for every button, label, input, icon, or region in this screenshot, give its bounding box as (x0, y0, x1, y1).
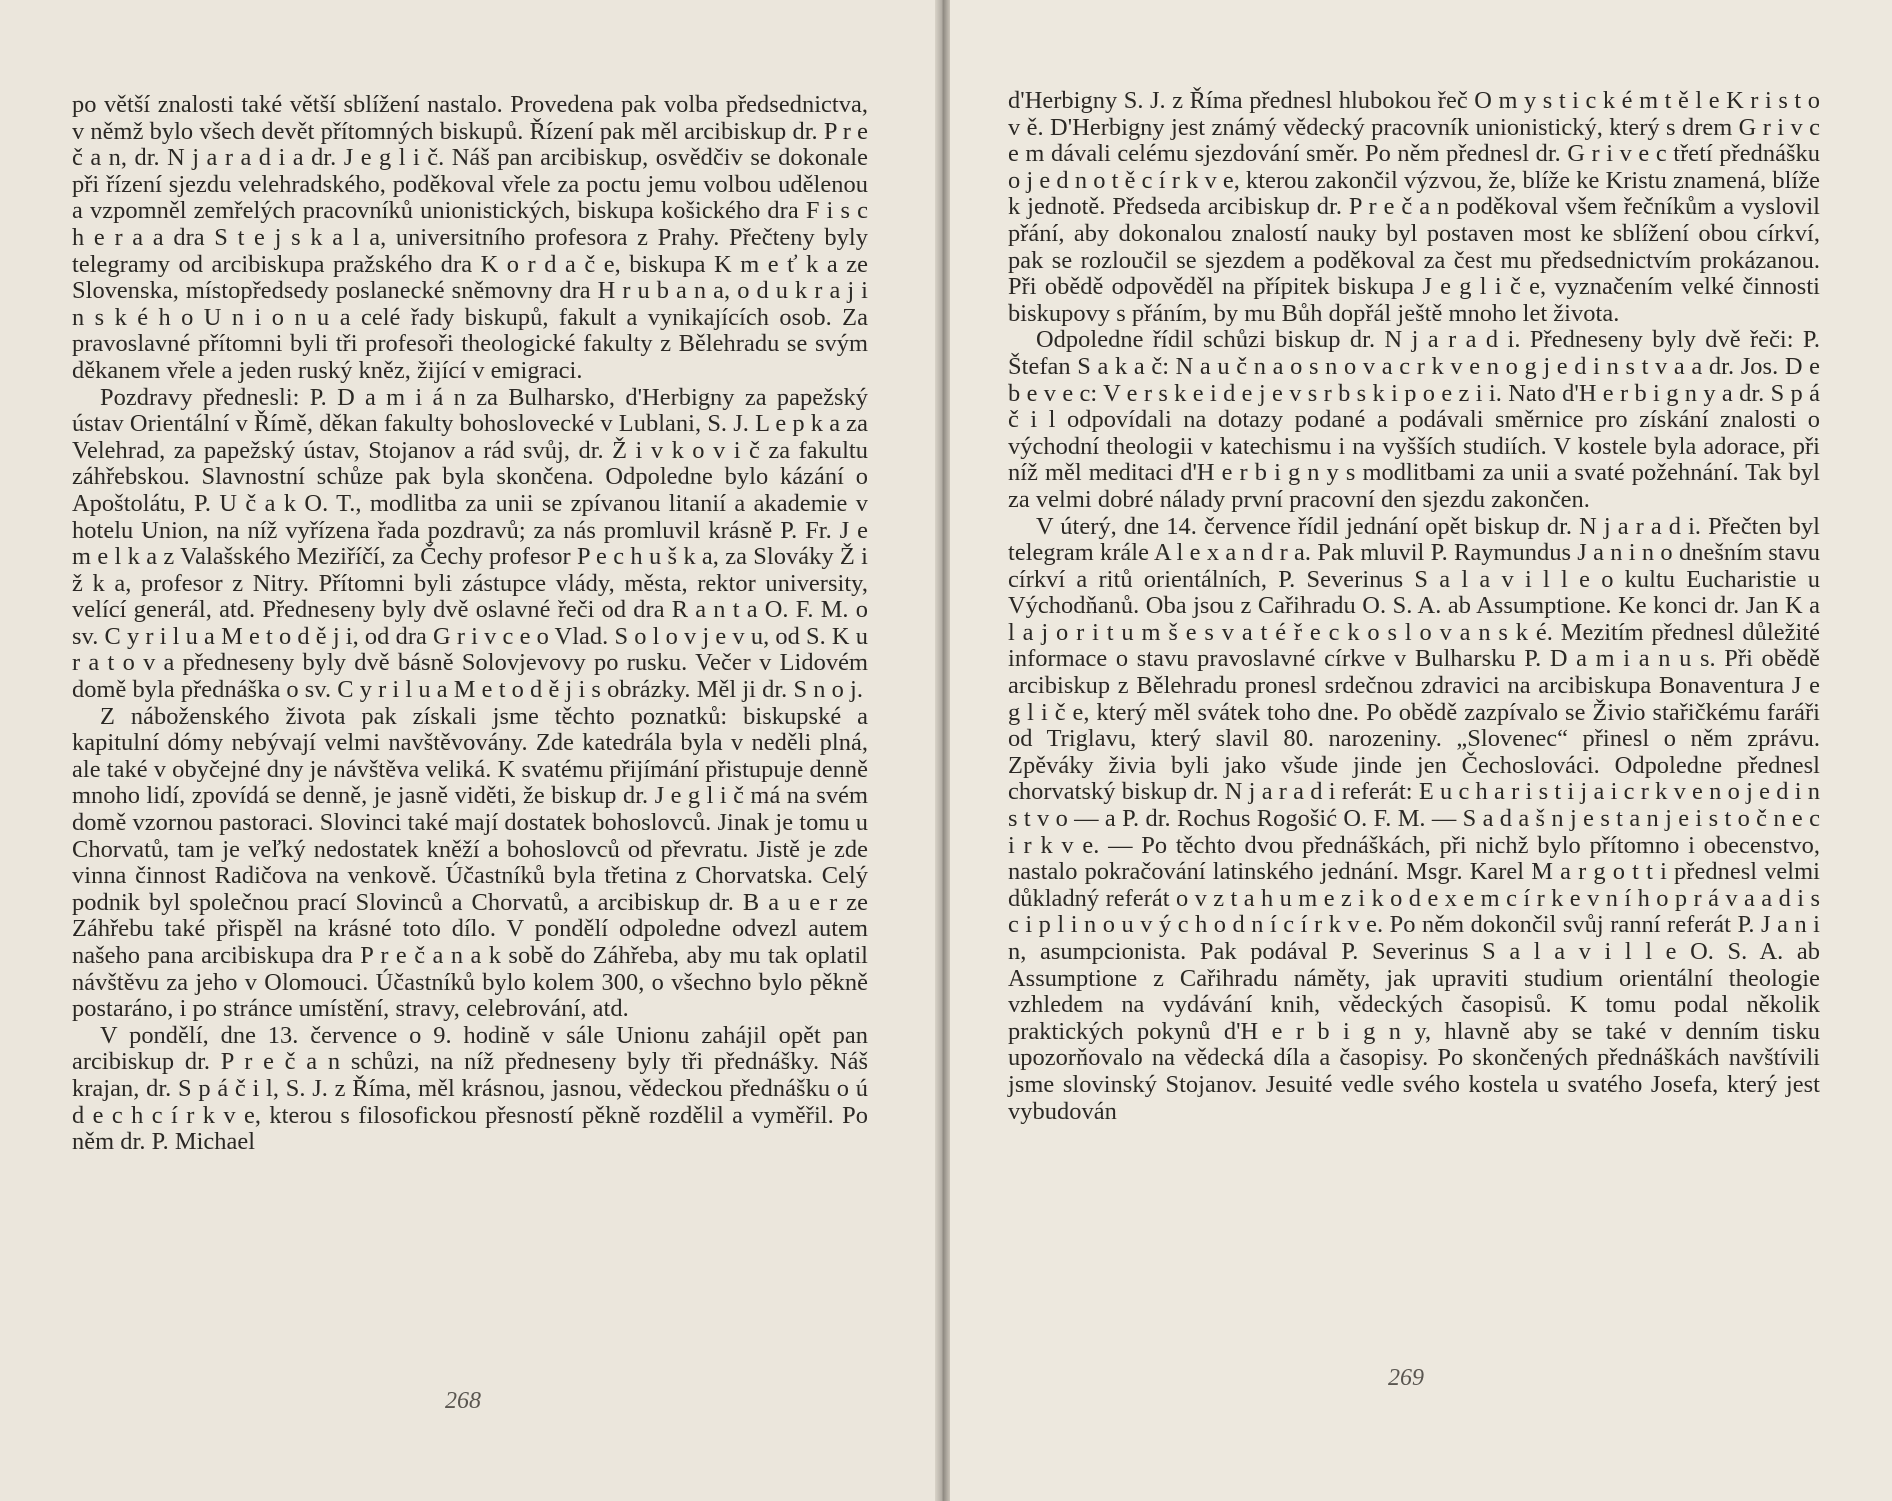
paragraph: V úterý, dne 14. července řídil jednání opět biskup dr. N j a r a d i. Přečten byl telegram krále A l e x a n d r a. Pak mluvil P. Raymundus J a n i n o dnešním stavu církví a ritů orientálních, P. Severinus S a l a v i l l e o kultu Eucharistie u Východňanů. Oba jsou z Cařihradu O. S. A. ab Assumptione. Ke konci dr. Jan K a l a j o r i t u m š e s v a t é ř e c k o s l o v a n s k é. Mezitím přednesl důležité informace o stavu pravoslavné církve v Bulharsku P. D a m i a n u s. Při obědě arcibiskup z Bělehradu pronesl srdečnou zdravici na arcibiskupa Bonaventura J e g l i č e, který měl svátek toho dne. Po obědě zazpívalo se Živio stařičkému faráři od Triglavu, který slavil 80. narozeniny. „Slovenec“ přinesl o něm zprávu. Zpěváky živia byli jako všude jinde jen Čechoslováci. Odpoledne přednesl chorvatský biskup dr. N j a r a d i referát: E u c h a r i s t i j a i c r k v e n o j e d i n s t v o — a P. dr. Rochus Rogošić O. F. M. — S a d a š n j e s t a n j e i s t o č n e c i r k v e. — Po těchto dvou přednáškách, při nichž bylo přítomno i obecenstvo, nastalo pokračování latinského jednání. Msgr. Karel M a r g o t t i přednesl velmi důkladný referát o v z t a h u m e z i k o d e x e m c í r k e v n í h o p r á v a a d i s c i p l i n o u v ý c h o d n í c í r k v e. Po něm dokončil svůj ranní referát P. J a n i n, asumpcionista. Pak podával P. Severinus S a l a v i l l e O. S. A. ab Assumptione z Cařihradu náměty, jak upraviti studium orientální theologie vzhledem na vydávání knih, vědeckých časopisů. K tomu podal několik praktických pokynů d'H e r b i g n y, hlavně aby se také v denním tisku upozorňovalo na vědecká díla a časopisy. Po skončených přednáškách navštívili jsme slovinský Stojanov. Jesuité vedle svého kostela u svatého Josefa, který jest vybudován (1008, 512, 1820, 1125)
page-number: 268 (445, 1388, 481, 1414)
right-page (950, 0, 1892, 1501)
right-page-text (1008, 88, 1820, 1125)
page-number: 269 (1388, 1365, 1424, 1391)
book-gutter (935, 0, 950, 1501)
paragraph: Pozdravy přednesli: P. D a m i á n za Bulharsko, d'Herbigny za papežský ústav Orientální v Římě, děkan fakulty bohoslovecké v Lublani, S. J. L e p k a za Velehrad, za papežský ústav, Stojanov a rád svůj, dr. Ž i v k o v i č za fakultu záhřebskou. Slavnostní schůze pak byla skončena. Odpoledne bylo kázání o Apoštolátu, P. U č a k O. T., modlitba za unii se zpívanou litanií a akademie v hotelu Union, na níž vyřízena řada pozdravů; za nás promluvil krásně P. Fr. J e m e l k a z Valašského Meziříčí, za Čechy profesor P e c h u š k a, za Slováky Ž i ž k a, profesor z Nitry. Přítomni byli zástupce vlády, města, rektor university, velící generál, atd. Předneseny byly dvě oslavné řeči od dra R a n t a O. F. M. o sv. C y r i l u a M e t o d ě j i, od dra G r i v c e o Vlad. S o l o v j e v u, od S. K u r a t o v a předneseny byly dvě básně Solovjevovy po rusku. Večer v Lidovém domě byla přednáška o sv. C y r i l u a M e t o d ě j i s obrázky. Měl ji dr. S n o j. (72, 383, 868, 704)
left-page (0, 0, 935, 1501)
paragraph: po větší znalosti také větší sblížení nastalo. Provedena pak volba předsednictva, v němž bylo všech devět přítomných biskupů. Řízení pak měl arcibiskup dr. P r e č a n, dr. N j a r a d i a dr. J e g l i č. Náš pan arcibiskup, osvědčiv se dokonale při řízení sjezdu velehradského, poděkoval vřele za poctu jemu volbou udělenou a vzpomněl zemřelých pracovníků unionistických, biskupa košického dra F i s c h e r a a dra S t e j s k a l a, universitního profesora z Prahy. Přečteny byly telegramy od arcibiskupa pražského dra K o r d a č e, biskupa K m e ť k a ze Slovenska, místopředsedy poslanecké sněmovny dra H r u b a n a, o d u k r a j i n s k é h o U n i o n u a celé řady biskupů, fakult a vynikajících osob. Za pravoslavné přítomni byli tři profesoři theologické fakulty z Bělehradu se svým děkanem vřele a jeden ruský kněz, žijící v emigraci. (72, 91, 868, 384)
paragraph: Odpoledne řídil schůzi biskup dr. N j a r a d i. Předneseny byly dvě řeči: P. Štefan S a k a č: N a u č n a o s n o v a c r k v e n o g j e d i n s t v a a dr. Jos. D e b e v e c: V e r s k e i d e j e v s r b s k i p o e z i i. Nato d'H e r b i g n y a dr. S p á č i l odpovídali na dotazy podané a podávali směrnice pro získání znalosti o východní theologii v katechismu i na vyšších studiích. V kostele byla adorace, při níž měl meditaci d'H e r b i g n y s modlitbami za unii a svaté požehnání. Tak byl za velmi dobré nálady první pracovní den sjezdu zakončen. (1008, 326, 1820, 513)
paragraph: Z náboženského života pak získali jsme těchto poznatků: biskupské a kapitulní dómy nebývají velmi navštěvovány. Zde katedrála byla v neděli plná, ale také v obyčejné dny je návštěva veliká. K svatému přijímání přistupuje denně mnoho lidí, zpovídá se denně, je jasně viděti, že biskup dr. J e g l i č má na svém domě vzornou pastoraci. Slovinci také mají dostatek bohoslovců. Jinak je tomu u Chorvatů, tam je veľký nedostatek kněží a bohoslovců od převratu. Jistě je zde vinna činnost Radičova na venkově. Účastníků byla třetina z Chorvatska. Celý podnik byl společnou prací Slovinců a Chorvatů, a arcibiskup dr. B a u e r ze Záhřebu také přispěl na krásné toto dílo. V pondělí odpoledne odvezl autem našeho pana arcibiskupa dra P r e č a n a k sobě do Záhřeba, aby mu tak oplatil návštěvu za jeho v Olomouci. Účastníků bylo kolem 300, o všechno bylo pěkně postaráno, i po stránce umístění, stravy, celebrování, atd. (72, 702, 868, 1023)
left-page-text (72, 92, 868, 1156)
paragraph: d'Herbigny S. J. z Říma přednesl hlubokou řeč O m y s t i c k é m t ě l e K r i s t o v ě. D'Herbigny jest známý vědecký pracovník unionistický, který s drem G r i v c e m dávali celému sjezdování směr. Po něm přednesl dr. G r i v e c třetí přednášku o j e d n o t ě c í r k v e, kterou zakončil výzvou, že, blíže ke Kristu znamená, blíže k jednotě. Předseda arcibiskup dr. P r e č a n poděkoval všem řečníkům a vyslovil přání, aby dokonalou znalostí nauky byl postaven most ke sblížení obou církví, pak se rozloučil se sjezdem a poděkoval za čest mu předsednictvím prokázanou. Při obědě odpověděl na přípitek biskupa J e g l i č e, vyznačením velké činnosti biskupovy s přáním, by mu Bůh dopřál ještě mnoho let života. (1008, 87, 1820, 327)
paragraph: V pondělí, dne 13. července o 9. hodině v sále Unionu zahájil opět pan arcibiskup dr. P r e č a n schůzi, na níž předneseny byly tři přednášky. Náš krajan, dr. S p á č i l, S. J. z Říma, měl krásnou, jasnou, vědeckou přednášku o ú d e c h c í r k v e, kterou s filosofickou přesností pěkně rozdělil a vyměřil. Po něm dr. P. Michael (72, 1021, 868, 1156)
